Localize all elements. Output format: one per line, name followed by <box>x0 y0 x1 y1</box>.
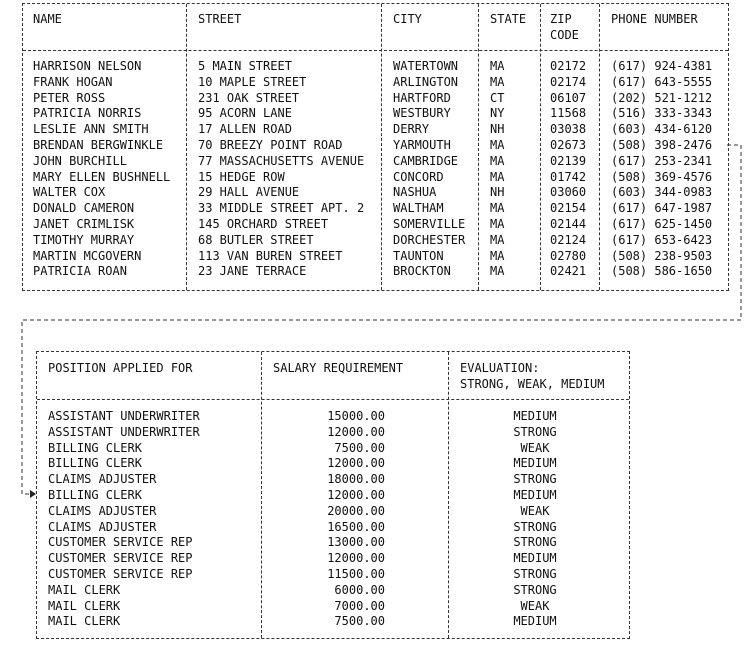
cell-zip: 11568 <box>550 106 587 121</box>
cell-zip: 02144 <box>550 217 587 231</box>
cell-city: NASHUA <box>393 185 437 200</box>
cell-city: WALTHAM <box>393 201 444 216</box>
cell-evaluation: WEAK <box>520 440 550 455</box>
cell-salary: 20000.00 <box>327 503 385 518</box>
cell-position: MAIL CLERK <box>48 582 121 597</box>
cell-zip: 02780 <box>550 248 587 263</box>
cell-position: CUSTOMER SERVICE REP <box>48 551 193 566</box>
cell-name: FRANK HOGAN <box>33 74 113 89</box>
cell-evaluation: STRONG <box>513 582 557 597</box>
cell-evaluation: WEAK <box>520 598 550 613</box>
cell-zip: 02124 <box>550 232 587 247</box>
header-phone-number: PHONE NUMBER <box>611 12 698 26</box>
header-name: NAME <box>33 12 62 26</box>
header-state: STATE <box>490 12 527 26</box>
cell-salary: 12000.00 <box>327 424 385 439</box>
cell-zip: 02154 <box>550 201 587 216</box>
cell-name: MARTIN MCGOVERN <box>33 248 142 263</box>
cell-name: BRENDAN BERGWINKLE <box>33 138 164 152</box>
cell-city: CAMBRIDGE <box>393 153 459 168</box>
cell-phone: (202) 521-1212 <box>611 90 713 105</box>
cell-state: CT <box>490 90 505 105</box>
cell-city: ARLINGTON <box>393 74 459 89</box>
cell-street: 10 MAPLE STREET <box>198 74 307 89</box>
cell-name: MARY ELLEN BUSHNELL <box>33 169 171 184</box>
cell-street: 95 ACORN LANE <box>198 106 292 121</box>
cell-zip: 06107 <box>550 90 587 105</box>
cell-phone: (508) 398-2476 <box>611 138 713 152</box>
header-street: STREET <box>198 12 242 26</box>
cell-position: ASSISTANT UNDERWRITER <box>48 424 200 439</box>
table-row <box>37 440 629 456</box>
header-position-applied-for: POSITION APPLIED FOR <box>48 361 193 375</box>
cell-street: 70 BREEZY POINT ROAD <box>198 138 343 152</box>
cell-street: 77 MASSACHUSETTS AVENUE <box>198 153 365 168</box>
cell-city: BROCKTON <box>393 264 451 279</box>
cell-phone: (508) 586-1650 <box>611 264 713 279</box>
cell-street: 145 ORCHARD STREET <box>198 217 329 231</box>
cell-salary: 12000.00 <box>327 488 385 502</box>
cell-salary: 7500.00 <box>334 440 385 455</box>
cell-position: MAIL CLERK <box>48 598 121 613</box>
cell-name: JANET CRIMLISK <box>33 217 135 231</box>
cell-state: MA <box>490 201 505 216</box>
cell-city: WATERTOWN <box>393 59 459 73</box>
cell-evaluation: WEAK <box>520 503 550 518</box>
table-row <box>37 519 629 535</box>
cell-phone: (603) 434-6120 <box>611 122 713 137</box>
cell-city: DORCHESTER <box>393 232 466 247</box>
cell-position: BILLING CLERK <box>48 440 142 455</box>
cell-phone: (617) 924-4381 <box>611 59 713 73</box>
cell-zip: 02421 <box>550 264 587 279</box>
cell-position: MAIL CLERK <box>48 614 121 629</box>
header-evaluation: EVALUATION: STRONG, WEAK, MEDIUM <box>460 361 605 391</box>
cell-name: TIMOTHY MURRAY <box>33 232 135 247</box>
cell-salary: 12000.00 <box>327 456 385 471</box>
cell-state: MA <box>490 74 505 89</box>
cell-salary: 12000.00 <box>327 551 385 566</box>
cell-salary: 7000.00 <box>334 598 385 613</box>
cell-evaluation: STRONG <box>513 472 557 487</box>
cell-zip: 02139 <box>550 153 587 168</box>
cell-name: LESLIE ANN SMITH <box>33 122 149 137</box>
cell-position: BILLING CLERK <box>48 456 142 471</box>
cell-name: WALTER COX <box>33 185 106 200</box>
cell-phone: (617) 647-1987 <box>611 201 713 216</box>
header-salary-requirement: SALARY REQUIREMENT <box>273 361 404 375</box>
cell-street: 23 JANE TERRACE <box>198 264 307 279</box>
cell-name: JOHN BURCHILL <box>33 153 127 168</box>
cell-street: 68 BUTLER STREET <box>198 232 314 247</box>
cell-evaluation: MEDIUM <box>513 409 557 423</box>
cell-evaluation: MEDIUM <box>513 488 557 502</box>
cell-state: MA <box>490 217 505 231</box>
cell-state: NH <box>490 185 505 200</box>
cell-zip: 02172 <box>550 59 587 73</box>
table-row <box>37 566 629 582</box>
cell-street: 113 VAN BUREN STREET <box>198 248 343 263</box>
cell-phone: (617) 653-6423 <box>611 232 713 247</box>
positions-table <box>36 351 630 639</box>
cell-zip: 03038 <box>550 122 587 137</box>
cell-position: CUSTOMER SERVICE REP <box>48 567 193 581</box>
cell-street: 33 MIDDLE STREET APT. 2 <box>198 201 365 216</box>
table-row <box>37 582 629 598</box>
cell-evaluation: STRONG <box>513 567 557 581</box>
cell-state: MA <box>490 138 505 152</box>
cell-zip: 03060 <box>550 185 587 200</box>
cell-city: TAUNTON <box>393 248 444 263</box>
cell-city: WESTBURY <box>393 106 451 121</box>
cell-zip: 01742 <box>550 169 587 184</box>
cell-name: PATRICIA ROAN <box>33 264 127 279</box>
cell-state: MA <box>490 232 505 247</box>
cell-salary: 6000.00 <box>334 582 385 597</box>
cell-position: CLAIMS ADJUSTER <box>48 472 157 487</box>
cell-zip: 02174 <box>550 74 587 89</box>
cell-state: MA <box>490 153 505 168</box>
table-row <box>37 534 629 550</box>
cell-evaluation: STRONG <box>513 519 557 534</box>
cell-state: MA <box>490 169 505 184</box>
table-row <box>37 613 629 629</box>
cell-name: DONALD CAMERON <box>33 201 135 216</box>
header-city: CITY <box>393 12 422 26</box>
cell-city: YARMOUTH <box>393 138 451 152</box>
cell-salary: 7500.00 <box>334 614 385 629</box>
cell-city: DERRY <box>393 122 430 137</box>
cell-position: CLAIMS ADJUSTER <box>48 519 157 534</box>
table-row <box>37 408 629 424</box>
cell-phone: (508) 238-9503 <box>611 248 713 263</box>
table-row <box>37 455 629 471</box>
cell-state: NY <box>490 106 505 121</box>
cell-street: 15 HEDGE ROW <box>198 169 285 184</box>
cell-position: ASSISTANT UNDERWRITER <box>48 409 200 423</box>
header-zip-code: ZIP CODE <box>550 12 579 42</box>
cell-state: MA <box>490 59 505 73</box>
cell-name: PETER ROSS <box>33 90 106 105</box>
cell-evaluation: MEDIUM <box>513 614 557 629</box>
table-row <box>37 487 629 503</box>
cell-evaluation: STRONG <box>513 535 557 550</box>
cell-phone: (508) 369-4576 <box>611 169 713 184</box>
header-divider <box>37 399 629 400</box>
cell-phone: (516) 333-3343 <box>611 106 713 121</box>
cell-name: PATRICIA NORRIS <box>33 106 142 121</box>
cell-evaluation: MEDIUM <box>513 456 557 471</box>
table-row <box>37 424 629 440</box>
cell-salary: 15000.00 <box>327 409 385 423</box>
cell-salary: 18000.00 <box>327 472 385 487</box>
cell-evaluation: MEDIUM <box>513 551 557 566</box>
table-row <box>37 550 629 566</box>
cell-name: HARRISON NELSON <box>33 59 142 73</box>
cell-street: 17 ALLEN ROAD <box>198 122 292 137</box>
cell-position: CLAIMS ADJUSTER <box>48 503 157 518</box>
cell-phone: (617) 643-5555 <box>611 74 713 89</box>
table-row <box>37 598 629 614</box>
cell-street: 231 OAK STREET <box>198 90 300 105</box>
cell-street: 5 MAIN STREET <box>198 59 292 73</box>
cell-zip: 02673 <box>550 138 587 152</box>
cell-phone: (617) 253-2341 <box>611 153 713 168</box>
cell-street: 29 HALL AVENUE <box>198 185 300 200</box>
cell-city: SOMERVILLE <box>393 217 466 231</box>
cell-city: HARTFORD <box>393 90 451 105</box>
cell-phone: (617) 625-1450 <box>611 217 713 231</box>
cell-phone: (603) 344-0983 <box>611 185 713 200</box>
cell-city: CONCORD <box>393 169 444 184</box>
table-row <box>37 471 629 487</box>
cell-state: MA <box>490 264 505 279</box>
cell-state: MA <box>490 248 505 263</box>
table-row <box>37 503 629 519</box>
cell-salary: 16500.00 <box>327 519 385 534</box>
cell-position: BILLING CLERK <box>48 488 142 502</box>
cell-state: NH <box>490 122 505 137</box>
cell-salary: 11500.00 <box>327 567 385 581</box>
cell-salary: 13000.00 <box>327 535 385 550</box>
cell-evaluation: STRONG <box>513 424 557 439</box>
cell-position: CUSTOMER SERVICE REP <box>48 535 193 550</box>
